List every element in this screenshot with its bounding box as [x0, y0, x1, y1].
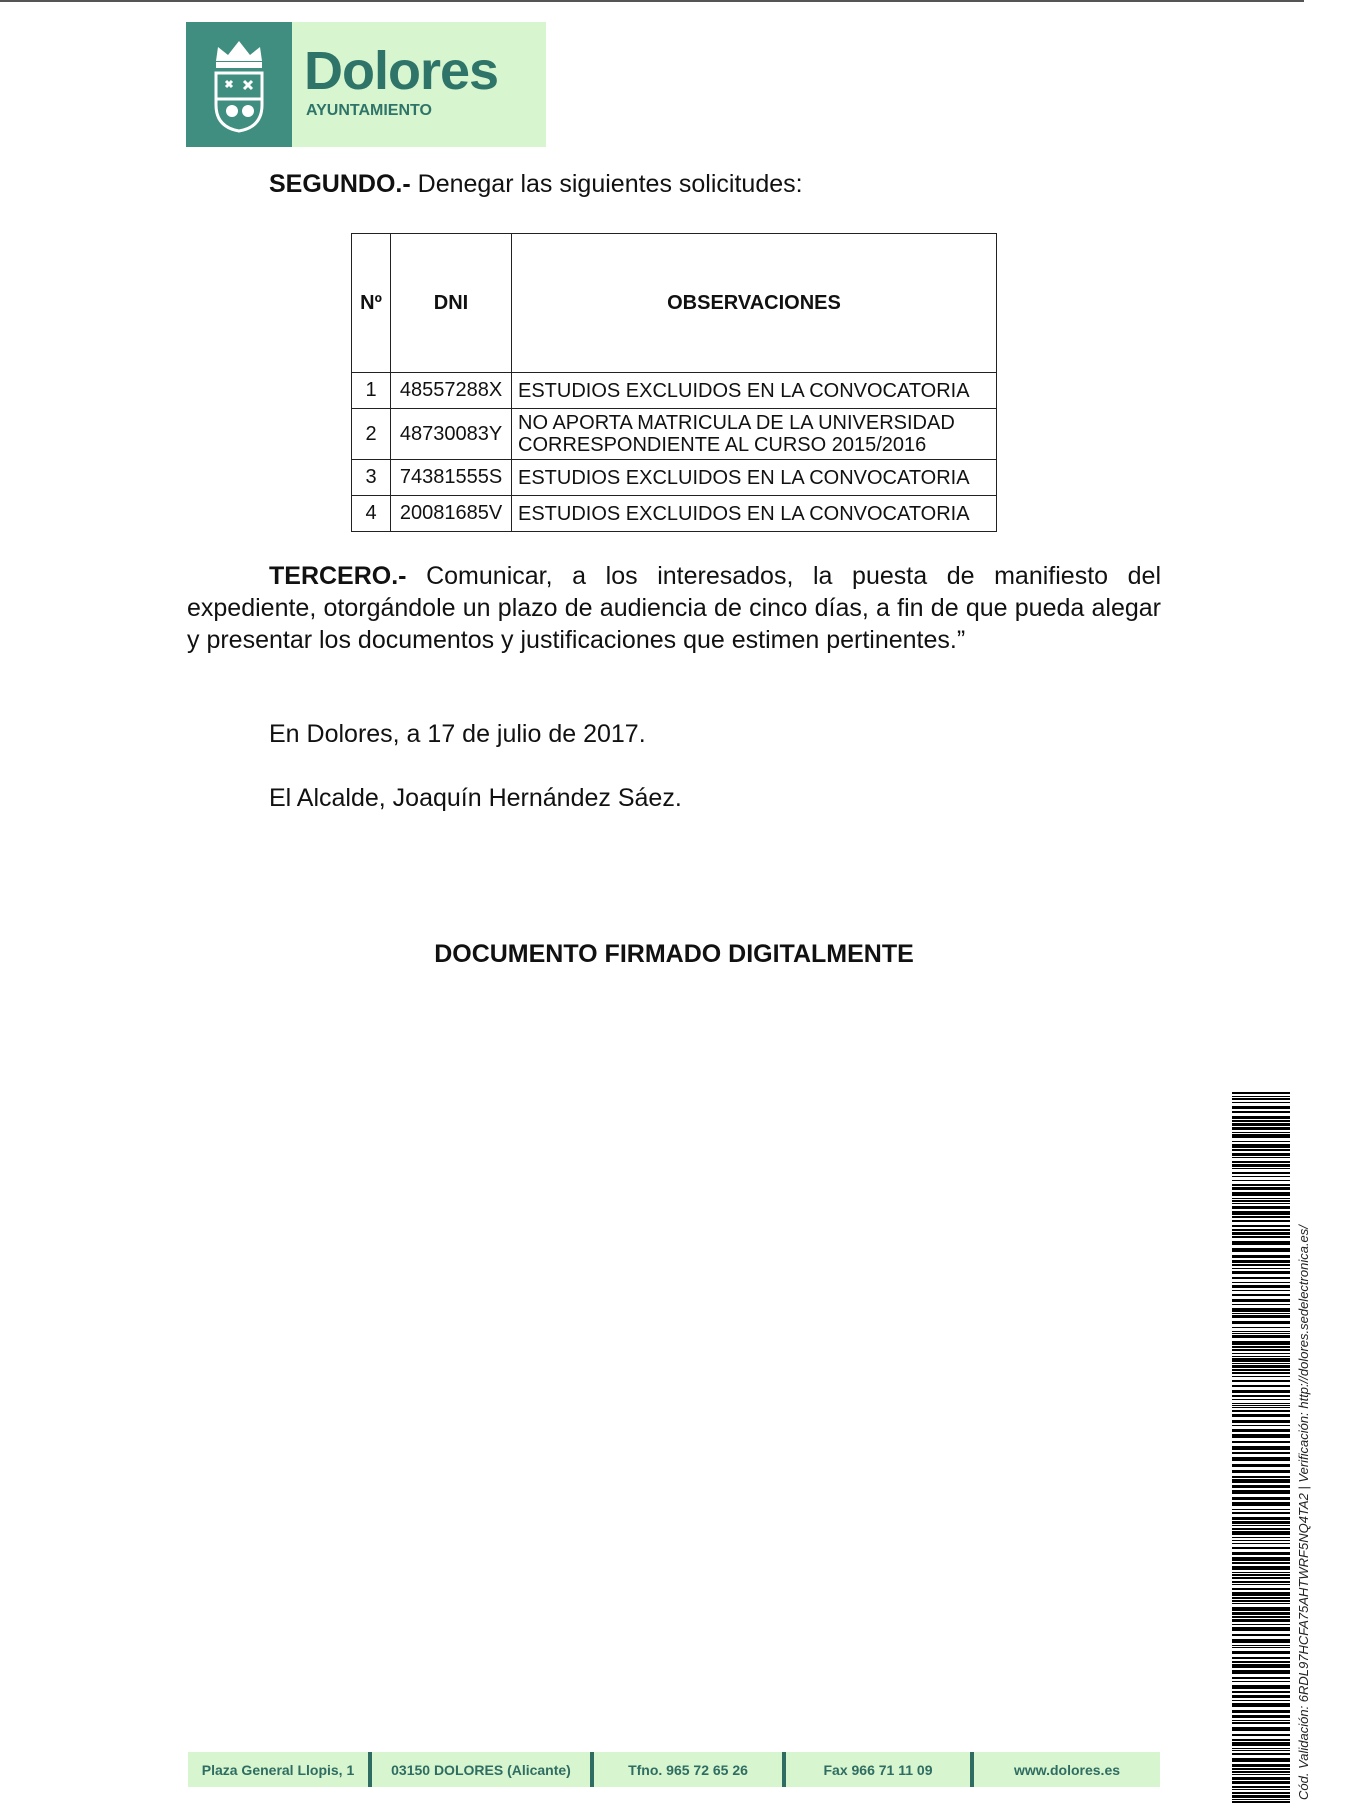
footer-bar — [188, 1752, 1160, 1787]
footer-fax: Fax 966 71 11 09 — [823, 1761, 933, 1778]
logo-subtitle: AYUNTAMIENTO — [306, 102, 432, 119]
footer-website: www.dolores.es — [1013, 1761, 1121, 1778]
header-dni: DNI — [391, 234, 512, 373]
segundo-paragraph — [187, 168, 1161, 200]
row-observation — [512, 460, 997, 496]
tercero-paragraph — [187, 560, 1161, 656]
top-rule — [0, 0, 1304, 2]
row-number: 1 — [352, 373, 391, 409]
row-dni: 48730083Y — [391, 409, 512, 460]
observation-line: NO APORTA MATRICULA DE LA UNIVERSIDAD — [518, 412, 955, 434]
date-line: En Dolores, a 17 de julio de 2017. — [269, 720, 646, 748]
table-row — [352, 409, 997, 460]
row-observation — [512, 496, 997, 532]
segundo-text: Denegar las siguientes solicitudes: — [410, 170, 803, 198]
digitally-signed-notice: DOCUMENTO FIRMADO DIGITALMENTE — [434, 940, 914, 968]
tercero-text: Comunicar, a los interesados, la puesta de manifiesto del expediente, otorgándole un plazo de audiencia de cinco días, a fin de que pueda alegar y presentar los documentos y justificaciones que estimen pertinentes.” — [187, 562, 1161, 654]
denied-requests-table — [351, 233, 997, 532]
footer-postal: 03150 DOLORES (Alicante) — [391, 1761, 571, 1778]
observation-line: CORRESPONDIENTE AL CURSO 2015/2016 — [518, 434, 927, 456]
row-dni: 74381555S — [391, 460, 512, 496]
segundo-label: SEGUNDO.- — [269, 170, 411, 198]
header-observations: OBSERVACIONES — [512, 234, 997, 373]
row-number: 3 — [352, 460, 391, 496]
municipal-logo — [186, 22, 546, 147]
observation-line: ESTUDIOS EXCLUIDOS EN LA CONVOCATORIA — [518, 379, 970, 402]
table-row — [352, 496, 997, 532]
barcode — [1232, 1092, 1290, 1802]
table-header-row — [352, 234, 997, 373]
table-row — [352, 373, 997, 409]
header-number: Nº — [352, 234, 391, 373]
table-row — [352, 460, 997, 496]
row-number: 4 — [352, 496, 391, 532]
signature-line: El Alcalde, Joaquín Hernández Sáez. — [269, 784, 682, 812]
footer-phone: Tfno. 965 72 65 26 — [628, 1761, 748, 1778]
row-observation — [512, 373, 997, 409]
row-dni: 20081685V — [391, 496, 512, 532]
logo-name: Dolores — [304, 41, 499, 101]
verification-code: Cód. Validación: 6RDL97HCFA75AHTWRF5NQ4TA2 | Verificación: http://dolores.sedelectronica.es/ — [1296, 1225, 1311, 1800]
tercero-label: TERCERO.- — [269, 562, 407, 590]
row-number: 2 — [352, 409, 391, 460]
row-observation — [512, 409, 997, 460]
observation-line: ESTUDIOS EXCLUIDOS EN LA CONVOCATORIA — [518, 466, 970, 489]
observation-line: ESTUDIOS EXCLUIDOS EN LA CONVOCATORIA — [518, 502, 970, 525]
footer-address: Plaza General Llopis, 1 — [201, 1761, 355, 1778]
row-dni: 48557288X — [391, 373, 512, 409]
coat-of-arms-icon — [186, 22, 292, 147]
